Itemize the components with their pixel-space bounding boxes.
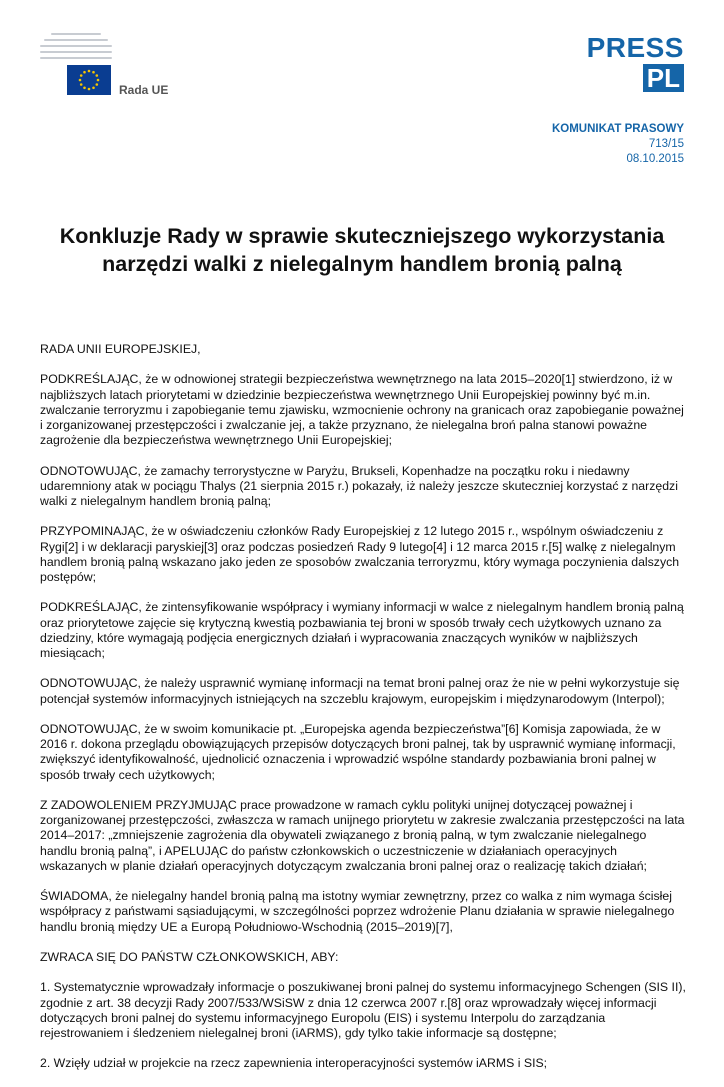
paragraph: PODKREŚLAJĄC, że w odnowionej strategii bezpieczeństwa wewnętrznego na lata 2015–2020[1] stwierdzono, iż w najbliższych latach priorytetami w dziedzinie bezpieczeństwa wewnętrznego Unii Europejskiej powinny być m.in. zwalczanie terroryzmu i zapobieganie temu zjawisku, wzmocnienie ochrony na granicach oraz zapobieganie poważnej i zorganizowanej przestępczości i zwalczanie jej, a także przyznano, że nielegalna broń palna stanowi poważne zagrożenie dla bezpieczeństwa wewnętrznego Unii Europejskiej; <box>40 372 684 448</box>
eu-flag-icon <box>67 65 111 95</box>
document-title: Konkluzje Rady w sprawie skuteczniejszego wykorzystania narzędzi walki z nielegalnym handlem bronią palną <box>59 224 665 276</box>
paragraph: 1. Systematycznie wprowadzały informacje o poszukiwanej broni palnej do systemu informacyjnego Schengen (SIS II), zgodnie z art. 38 decyzji Rady 2007/533/WSiSW z dnia 12 czerwca 2007 r.[8] oraz wprowadzały więcej informacji dotyczących broni palnej do systemu informacyjnego Europolu (EIS) i systemu Interpolu do zarządzania rejestrowaniem i śledzeniem nielegalnej broni (iARMS), gdy tylko takie informacje są dostępne; <box>40 980 686 1040</box>
release-meta <box>552 122 684 167</box>
paragraph: Z ZADOWOLENIEM PRZYJMUJĄC prace prowadzone w ramach cyklu polityki unijnej dotyczącej poważnej i zorganizowanej przestępczości, zwłaszcza w ramach unijnego priorytetu w zakresie zwalczania przestępczości na lata 2014–2017: „zmniejszenie zagrożenia dla obywateli związanego z bronią palną, w tym zwalczanie nielegalnego handlu bronią palną”, i APELUJĄC do państw członkowskich o uczestniczenie w działaniach operacyjnych wskazanych w planie działań operacyjnych dotyczącym zwalczania broni palnej oraz o realizację takich działań; <box>40 797 685 873</box>
org-label: Rada UE <box>119 83 169 97</box>
release-date: 08.10.2015 <box>626 153 684 165</box>
paragraph: ODNOTOWUJĄC, że w swoim komunikacie pt. „Europejska agenda bezpieczeństwa”[6] Komisja zapowiada, że w 2016 r. dokona przeglądu obowiązujących przepisów dotyczących broni palnej, tak by usprawnić wymianę informacji, zwiększyć identyfikowalność, ujednolicić oznaczenia i wprowadzić wspólne standardy pozbawiania broni palnej w sposób trwały cech użytkowych; <box>40 721 676 782</box>
release-label: KOMUNIKAT PRASOWY <box>551 123 684 135</box>
paragraph: RADA UNII EUROPEJSKIEJ, <box>40 342 201 356</box>
press-language: PL <box>643 64 684 92</box>
paragraph: ŚWIADOMA, że nielegalny handel bronią palną ma istotny wymiar zewnętrzny, przez co walka z nim wymaga ścisłej współpracy z państwami sąsiadującymi, w szczególności poprzez wdrożenie Planu działania w sprawie nielegalnego handlu bronią między UE a Europą Południowo-Wschodnią (2015–2019)[7], <box>40 889 675 934</box>
press-badge <box>544 34 684 92</box>
press-word: PRESS <box>586 32 684 63</box>
paragraph: ZWRACA SIĘ DO PAŃSTW CZŁONKOWSKICH, ABY: <box>40 949 339 964</box>
paragraph: PRZYPOMINAJĄC, że w oświadczeniu członków Rady Europejskiej z 12 lutego 2015 r., wspólnym oświadczeniu z Rygi[2] i w deklaracji paryskiej[3] oraz podczas posiedzeń Rady 9 lutego[4] i 12 marca 2015 r.[5] walkę z nielegalnym handlem bronią palną wskazano jako jeden ze sposobów zwalczania terroryzmu, który wymaga poczynienia dalszych postępów; <box>40 524 680 584</box>
council-logo-icon <box>40 33 180 103</box>
paragraph: ODNOTOWUJĄC, że należy usprawnić wymianę informacji na temat broni palnej oraz że nie w pełni wykorzystuje się potencjał systemów informacyjnych istniejących na szczeblu krajowym, europejskim i międzynarodowym (Interpol); <box>40 676 680 706</box>
paragraph: ODNOTOWUJĄC, że zamachy terrorystyczne w Paryżu, Brukseli, Kopenhadze na początku roku i niedawny udaremniony atak w pociągu Thalys (21 sierpnia 2015 r.) pokazały, iż należy jeszcze skuteczniej korzystać z narzędzi walki z nielegalnym handlem bronią palną; <box>40 463 678 508</box>
logo-lines-icon <box>40 33 112 67</box>
paragraph: 2. Wzięły udział w projekcie na rzecz zapewnienia interoperacyjności systemów iARMS i SIS; <box>40 1056 548 1071</box>
paragraph: PODKREŚLAJĄC, że zintensyfikowanie współpracy i wymiany informacji w walce z nielegalnym handlem bronią palną oraz priorytetowe zajęcie się krytyczną kwestią pozbawiania tej broni w sposób trwały cech użytkowych uznano za dziedziny, które wymagają podjęcia energicznych działań i wypracowania znaczących wyników w najbliższych miesiącach; <box>40 600 684 660</box>
release-number: 713/15 <box>648 138 684 150</box>
document-body <box>40 342 686 1087</box>
